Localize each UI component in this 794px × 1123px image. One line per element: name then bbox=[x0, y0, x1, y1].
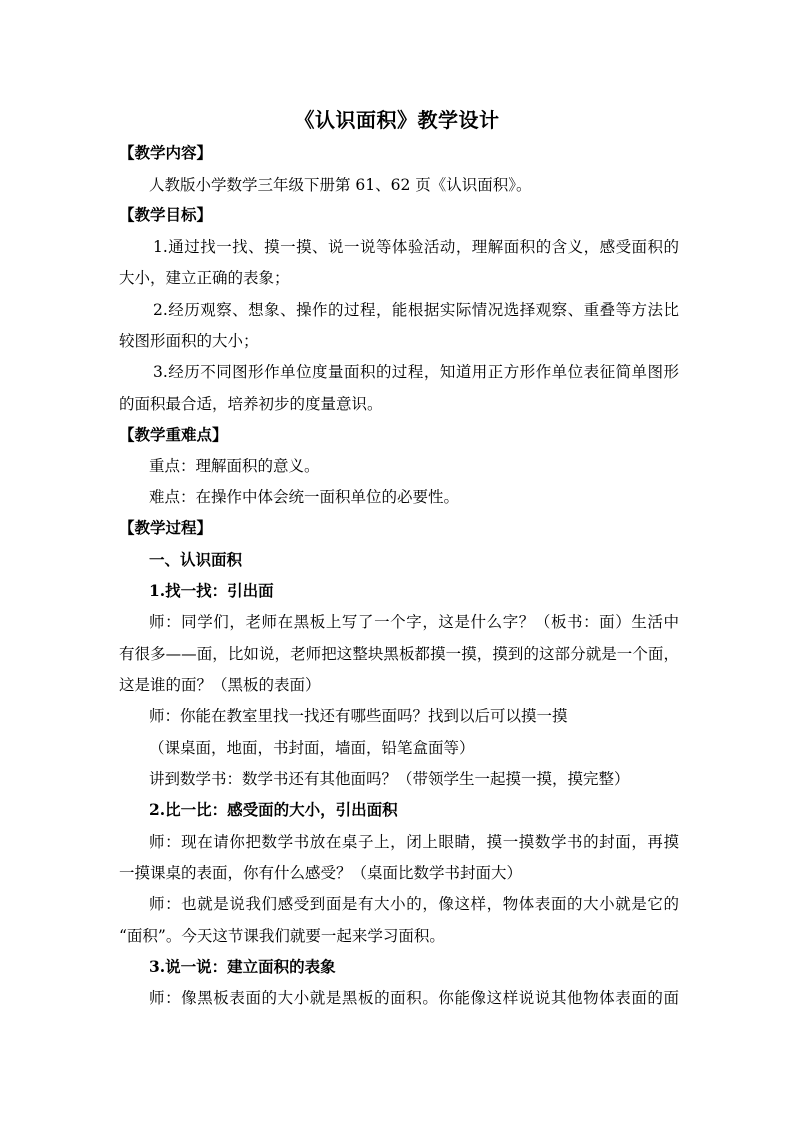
step-2-heading: 2.比一比：感受面的大小，引出面积 bbox=[149, 800, 398, 819]
key-point-focus: 重点：理解面积的意义。 bbox=[149, 457, 320, 475]
section-heading-process: 【教学过程】 bbox=[119, 518, 213, 537]
step-2-paragraph-2-line-2: “面积”。今天这节课我们就要一起来学习面积。 bbox=[119, 927, 445, 945]
step-1-paragraph-3: 讲到数学书：数学书还有其他面吗？（带领学生一起摸一摸，摸完整） bbox=[149, 770, 630, 788]
goal-3-line-1: 3.经历不同图形作单位度量面积的过程，知道用正方形作单位表征简单图形 bbox=[153, 363, 679, 381]
step-1-paragraph-1-line-2: 有很多——面，比如说，老师把这整块黑板都摸一摸，摸到的这部分就是一个面， bbox=[119, 645, 679, 663]
process-part-1-heading: 一、认识面积 bbox=[149, 550, 243, 569]
goal-1-line-1: 1.通过找一找、摸一摸、说一说等体验活动，理解面积的含义，感受面积的 bbox=[153, 238, 679, 256]
step-2-paragraph-1-line-2: 一摸课桌的表面，你有什么感受？（桌面比数学书封面大） bbox=[119, 864, 523, 882]
section-heading-goals: 【教学目标】 bbox=[119, 205, 213, 224]
step-1-paragraph-2-line-1: 师：你能在教室里找一找还有哪些面吗？找到以后可以摸一摸 bbox=[149, 707, 568, 725]
step-1-paragraph-2-line-2: （课桌面，地面，书封面，墙面，铅笔盒面等） bbox=[149, 739, 475, 757]
goal-3-line-2: 的面积最合适，培养初步的度量意识。 bbox=[119, 395, 383, 413]
goal-1-line-2: 大小，建立正确的表象； bbox=[119, 269, 290, 287]
section-heading-key-points: 【教学重难点】 bbox=[119, 425, 228, 444]
goal-2-line-1: 2.经历观察、想象、操作的过程，能根据实际情况选择观察、重叠等方法比 bbox=[153, 301, 679, 319]
key-point-difficulty: 难点：在操作中体会统一面积单位的必要性。 bbox=[149, 488, 460, 506]
step-2-paragraph-2-line-1: 师：也就是说我们感受到面是有大小的，像这样，物体表面的大小就是它的 bbox=[149, 895, 679, 913]
step-2-paragraph-1-line-1: 师：现在请你把数学书放在桌子上，闭上眼睛，摸一摸数学书的封面，再摸 bbox=[149, 833, 679, 851]
content-text: 人教版小学数学三年级下册第 61、62 页《认识面积》。 bbox=[149, 176, 532, 194]
step-1-heading: 1.找一找：引出面 bbox=[149, 581, 274, 600]
step-1-paragraph-1-line-1: 师：同学们，老师在黑板上写了一个字，这是什么字？（板书：面）生活中 bbox=[149, 613, 679, 631]
section-heading-content: 【教学内容】 bbox=[119, 143, 213, 162]
step-3-paragraph-1-line-1: 师：像黑板表面的大小就是黑板的面积。你能像这样说说其他物体表面的面 bbox=[149, 989, 679, 1007]
document-title: 《认识面积》教学设计 bbox=[294, 108, 500, 132]
step-3-heading: 3.说一说：建立面积的表象 bbox=[149, 957, 336, 976]
step-1-paragraph-1-line-3: 这是谁的面？（黑板的表面） bbox=[119, 676, 321, 694]
goal-2-line-2: 较图形面积的大小； bbox=[119, 332, 259, 350]
